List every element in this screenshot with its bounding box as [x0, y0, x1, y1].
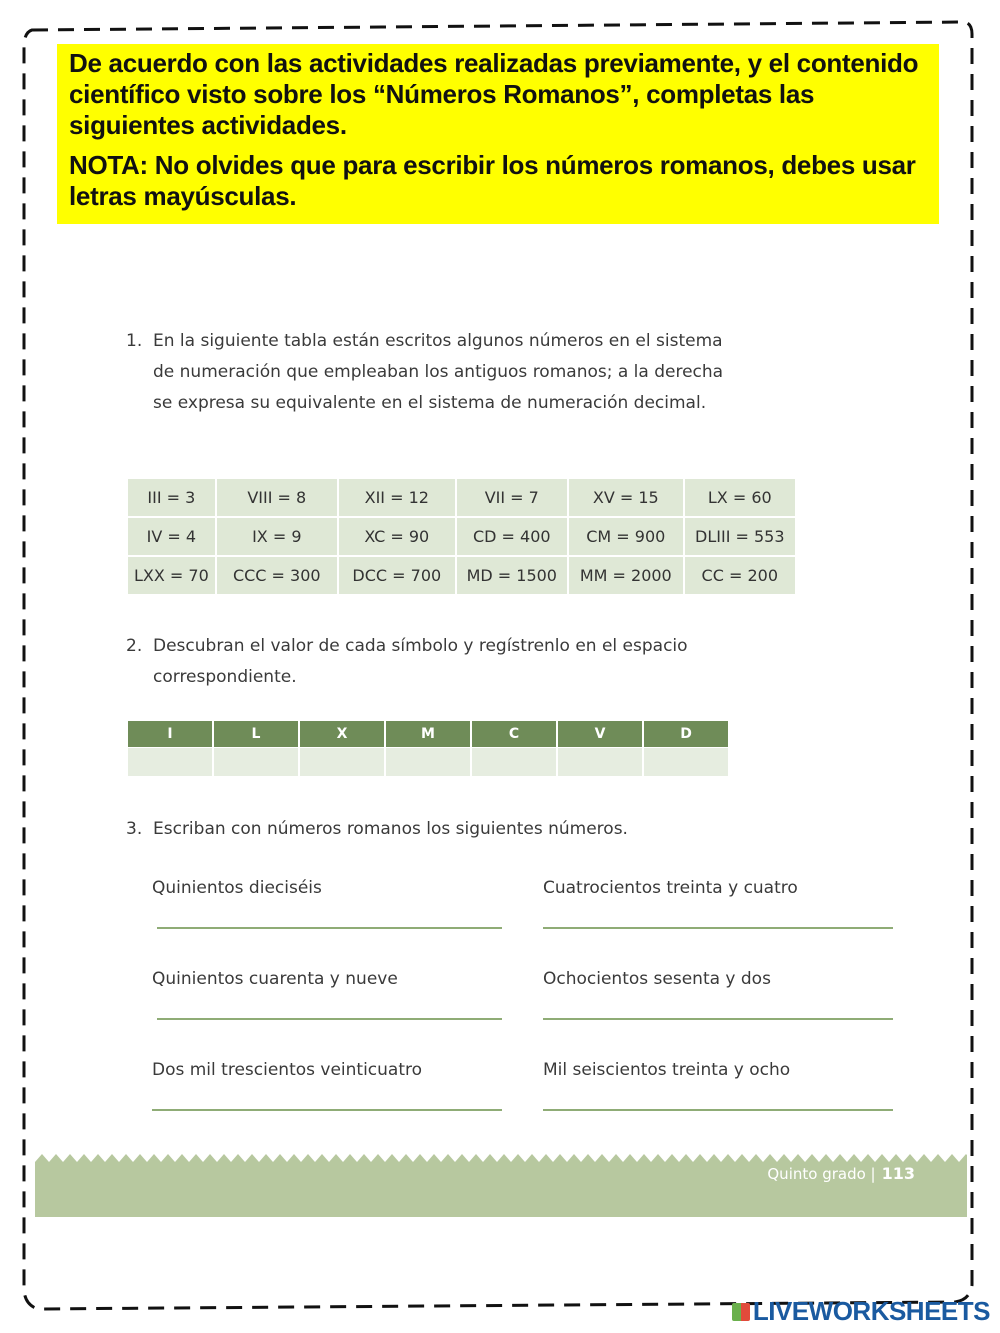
table-cell: VII = 7	[457, 479, 567, 516]
question-1	[126, 326, 736, 419]
symbol-value-table	[126, 720, 730, 777]
answer-line[interactable]	[543, 927, 893, 929]
answer-line[interactable]	[543, 1109, 893, 1111]
table-cell: IV = 4	[128, 518, 215, 555]
table-cell: IX = 9	[217, 518, 337, 555]
item-label: Quinientos dieciséis	[152, 878, 322, 898]
item-label: Ochocientos sesenta y dos	[543, 969, 771, 989]
table-cell: XV = 15	[569, 479, 683, 516]
item-label: Mil seiscientos treinta y ocho	[543, 1060, 791, 1080]
table-row	[128, 557, 795, 594]
item-label: Dos mil trescientos veinticuatro	[152, 1060, 423, 1080]
item-label: Cuatrocientos treinta y cuatro	[543, 878, 798, 898]
banner-instructions: De acuerdo con las actividades realizadas previamente, y el contenido científico visto sobre los “Números Romanos”, completas las siguientes actividades.	[69, 48, 919, 140]
table-cell: MM = 2000	[569, 557, 683, 594]
symbol-header: I	[128, 721, 212, 747]
footer-wave-shape	[35, 1150, 967, 1217]
table-row	[128, 479, 795, 516]
table-cell: XC = 90	[339, 518, 455, 555]
liveworksheets-mark-icon	[732, 1303, 750, 1321]
symbol-header: L	[214, 721, 298, 747]
footer-page-number: 113	[881, 1164, 915, 1183]
question-2-number: 2.	[126, 636, 143, 656]
symbol-answer-input[interactable]	[386, 748, 470, 776]
table-row	[128, 518, 795, 555]
question-3-number: 3.	[126, 819, 143, 839]
table-cell: CM = 900	[569, 518, 683, 555]
symbol-answer-input[interactable]	[644, 748, 728, 776]
table-cell: MD = 1500	[457, 557, 567, 594]
symbol-header: C	[472, 721, 556, 747]
table-cell: CCC = 300	[217, 557, 337, 594]
question-3-text: Escriban con números romanos los siguientes números.	[153, 819, 628, 839]
instruction-banner	[57, 44, 939, 224]
footer-page-info	[767, 1164, 915, 1183]
footer-grade: Quinto grado |	[767, 1165, 876, 1183]
symbol-header: M	[386, 721, 470, 747]
symbol-answer-input[interactable]	[214, 748, 298, 776]
question-2-text: Descubran el valor de cada símbolo y regístrenlo en el espacio correspondiente.	[153, 636, 688, 687]
answer-line[interactable]	[543, 1018, 893, 1020]
symbol-answer-input[interactable]	[558, 748, 642, 776]
table-cell: XII = 12	[339, 479, 455, 516]
footer-band	[35, 1150, 967, 1217]
question-1-number: 1.	[126, 331, 143, 351]
liveworksheets-wordmark: LIVEWORKSHEETS	[752, 1296, 990, 1326]
table-cell: LX = 60	[685, 479, 795, 516]
question-3	[126, 814, 736, 845]
equivalence-table	[126, 477, 797, 596]
table-cell: III = 3	[128, 479, 215, 516]
symbol-header: D	[644, 721, 728, 747]
symbol-answer-input[interactable]	[300, 748, 384, 776]
symbol-header: X	[300, 721, 384, 747]
table-cell: LXX = 70	[128, 557, 215, 594]
table-cell: VIII = 8	[217, 479, 337, 516]
item-label: Quinientos cuarenta y nueve	[152, 969, 398, 989]
symbol-header-row	[128, 721, 728, 747]
banner-note: NOTA: No olvides que para escribir los números romanos, debes usar letras mayúsculas.	[69, 150, 916, 211]
question-2	[126, 631, 736, 693]
symbol-answer-input[interactable]	[128, 748, 212, 776]
liveworksheets-logo	[732, 1296, 990, 1327]
table-cell: CD = 400	[457, 518, 567, 555]
answer-line[interactable]	[152, 1109, 502, 1111]
table-cell: DLIII = 553	[685, 518, 795, 555]
table-cell: CC = 200	[685, 557, 795, 594]
symbol-answer-row	[128, 748, 728, 776]
table-cell: DCC = 700	[339, 557, 455, 594]
symbol-answer-input[interactable]	[472, 748, 556, 776]
answer-line[interactable]	[157, 1018, 502, 1020]
question-1-text: En la siguiente tabla están escritos algunos números en el sistema de numeración que empleaban los antiguos romanos; a la derecha se expresa su equivalente en el sistema de numeración decimal.	[153, 331, 724, 413]
symbol-header: V	[558, 721, 642, 747]
answer-line[interactable]	[157, 927, 502, 929]
